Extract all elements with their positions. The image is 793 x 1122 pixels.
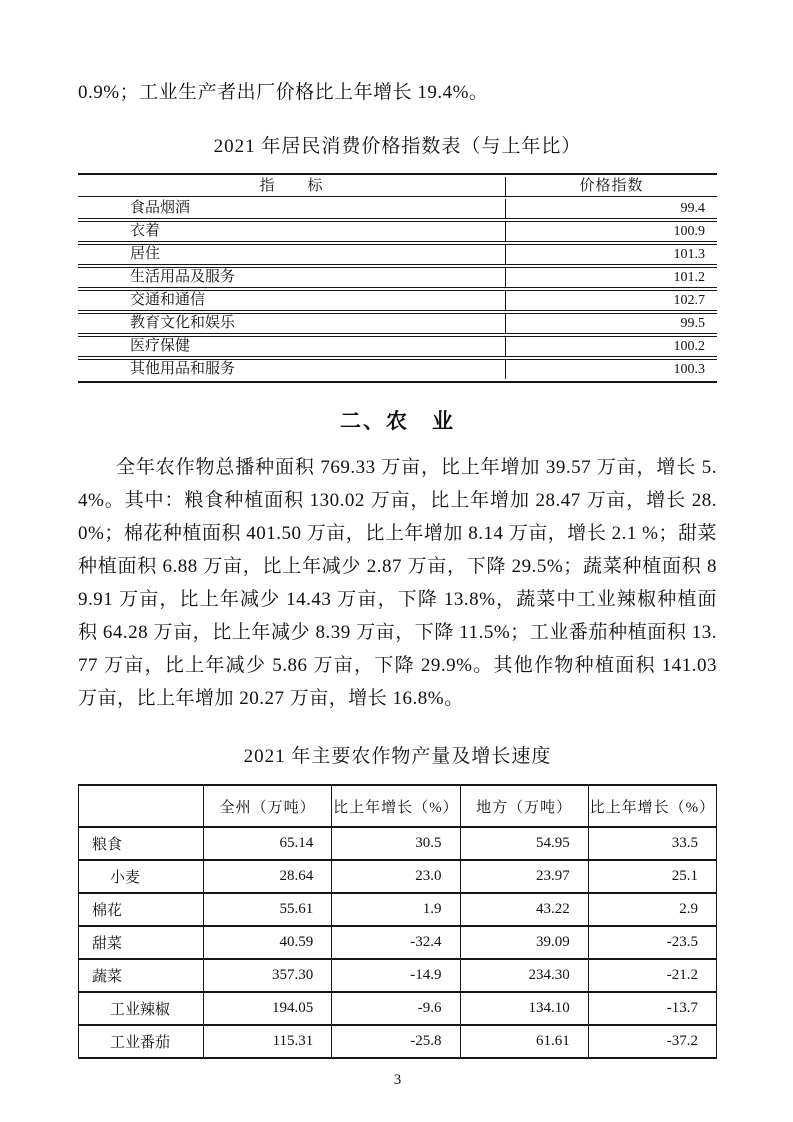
table-row — [79, 926, 717, 959]
crop-local-growth: 2.9 — [588, 893, 716, 926]
crop-row-label: 工业辣椒 — [79, 992, 204, 1025]
table-row — [78, 359, 717, 379]
table-row — [79, 992, 717, 1025]
section-heading-agriculture: 二、农 业 — [340, 410, 455, 433]
table-header-row — [79, 785, 717, 827]
cpi-row-label: 教育文化和娱乐 — [78, 313, 506, 334]
cpi-row-label: 居住 — [78, 244, 506, 265]
cpi-row-label: 交通和通信 — [78, 290, 506, 311]
crop-state-output: 40.59 — [204, 926, 332, 959]
crop-row-label: 棉花 — [79, 893, 204, 926]
cpi-row-value: 99.5 — [506, 313, 717, 334]
crops-header-state-growth: 比上年增长（%） — [332, 785, 460, 827]
cpi-row-value: 101.2 — [506, 267, 717, 288]
cpi-table — [78, 173, 717, 383]
table-header-row — [78, 177, 717, 197]
table-row — [79, 893, 717, 926]
table-row — [79, 860, 717, 893]
cpi-table-body — [78, 199, 717, 379]
crop-state-output: 65.14 — [204, 827, 332, 860]
crop-local-output: 54.95 — [460, 827, 588, 860]
crop-row-label: 小麦 — [79, 860, 204, 893]
table-row — [78, 313, 717, 334]
crop-local-output: 43.22 — [460, 893, 588, 926]
crops-header-blank — [79, 785, 204, 827]
crop-state-output: 55.61 — [204, 893, 332, 926]
crop-state-output: 194.05 — [204, 992, 332, 1025]
cpi-row-label: 生活用品及服务 — [78, 267, 506, 288]
table-row — [78, 267, 717, 288]
cpi-header-index: 价格指数 — [506, 177, 717, 197]
cpi-row-label: 衣着 — [78, 221, 506, 242]
table-row — [78, 221, 717, 242]
crop-local-growth: -37.2 — [588, 1025, 716, 1058]
crop-local-growth: 33.5 — [588, 827, 716, 860]
table-row — [78, 244, 717, 265]
crop-local-growth: -21.2 — [588, 959, 716, 992]
table-row — [79, 827, 717, 860]
crop-row-label: 工业番茄 — [79, 1025, 204, 1058]
crops-table-body — [79, 827, 717, 1058]
cpi-row-label: 其他用品和服务 — [78, 359, 506, 379]
crop-local-output: 234.30 — [460, 959, 588, 992]
table-row — [79, 959, 717, 992]
crop-row-label: 甜菜 — [79, 926, 204, 959]
cpi-row-value: 102.7 — [506, 290, 717, 311]
crop-state-output: 28.64 — [204, 860, 332, 893]
crops-table-header — [79, 785, 717, 827]
crop-state-growth: -32.4 — [332, 926, 460, 959]
cpi-row-label: 医疗保健 — [78, 336, 506, 357]
crop-state-growth: -25.8 — [332, 1025, 460, 1058]
cpi-row-value: 99.4 — [506, 199, 717, 219]
crop-local-growth: -13.7 — [588, 992, 716, 1025]
crop-local-output: 134.10 — [460, 992, 588, 1025]
crop-state-growth: 30.5 — [332, 827, 460, 860]
crop-local-growth: -23.5 — [588, 926, 716, 959]
cpi-row-value: 100.9 — [506, 221, 717, 242]
crops-header-state-output: 全州（万吨） — [204, 785, 332, 827]
crops-table-title: 2021 年主要农作物产量及增长速度 — [243, 746, 552, 767]
cpi-table-header — [78, 177, 717, 197]
table-row — [78, 290, 717, 311]
cpi-row-value: 101.3 — [506, 244, 717, 265]
cpi-row-value: 100.2 — [506, 336, 717, 357]
cpi-row-value: 100.3 — [506, 359, 717, 379]
crop-row-label: 粮食 — [79, 827, 204, 860]
crop-local-output: 23.97 — [460, 860, 588, 893]
intro-text: 0.9%；工业生产者出厂价格比上年增长 19.4%。 — [78, 82, 489, 103]
crop-state-growth: 23.0 — [332, 860, 460, 893]
crops-header-local-growth: 比上年增长（%） — [588, 785, 716, 827]
table-row — [79, 1025, 717, 1058]
table-row — [78, 199, 717, 219]
crop-row-label: 蔬菜 — [79, 959, 204, 992]
crop-state-growth: 1.9 — [332, 893, 460, 926]
crops-table — [78, 784, 717, 1059]
cpi-header-indicator: 指 标 — [78, 177, 506, 197]
agriculture-paragraph: 全年农作物总播种面积 769.33 万亩，比上年增加 39.57 万亩，增长 5.4%。其中：粮食种植面积 130.02 万亩，比上年增加 28.47 万亩，增长 28.0%；棉花种植面积 401.50 万亩，比上年增加 8.14 万亩，增长 2.1 %；甜菜种植面积 6.88 万亩，比上年减少 2.87 万亩，下降 29.5%；蔬菜种植面积 89.91 万亩，比上年减少 14.43 万亩，下降 13.8%，蔬菜中工业辣椒种植面积 64.28 万亩，比上年减少 8.39 万亩，下降 11.5%；工业番茄种植面积 13.77 万亩，比上年减少 5.86 万亩，下降 29.9%。其他作物种植面积 141.03 万亩，比上年增加 20.27 万亩，增长 16.8%。 — [78, 457, 717, 709]
crop-local-output: 61.61 — [460, 1025, 588, 1058]
crop-state-growth: -9.6 — [332, 992, 460, 1025]
crop-local-growth: 25.1 — [588, 860, 716, 893]
table-row — [78, 336, 717, 357]
cpi-row-label: 食品烟酒 — [78, 199, 506, 219]
page-number: 3 — [393, 1072, 402, 1088]
crop-state-output: 357.30 — [204, 959, 332, 992]
crop-state-growth: -14.9 — [332, 959, 460, 992]
crops-header-local-output: 地方（万吨） — [460, 785, 588, 827]
crop-local-output: 39.09 — [460, 926, 588, 959]
cpi-table-title: 2021 年居民消费价格指数表（与上年比） — [213, 136, 582, 157]
crop-state-output: 115.31 — [204, 1025, 332, 1058]
